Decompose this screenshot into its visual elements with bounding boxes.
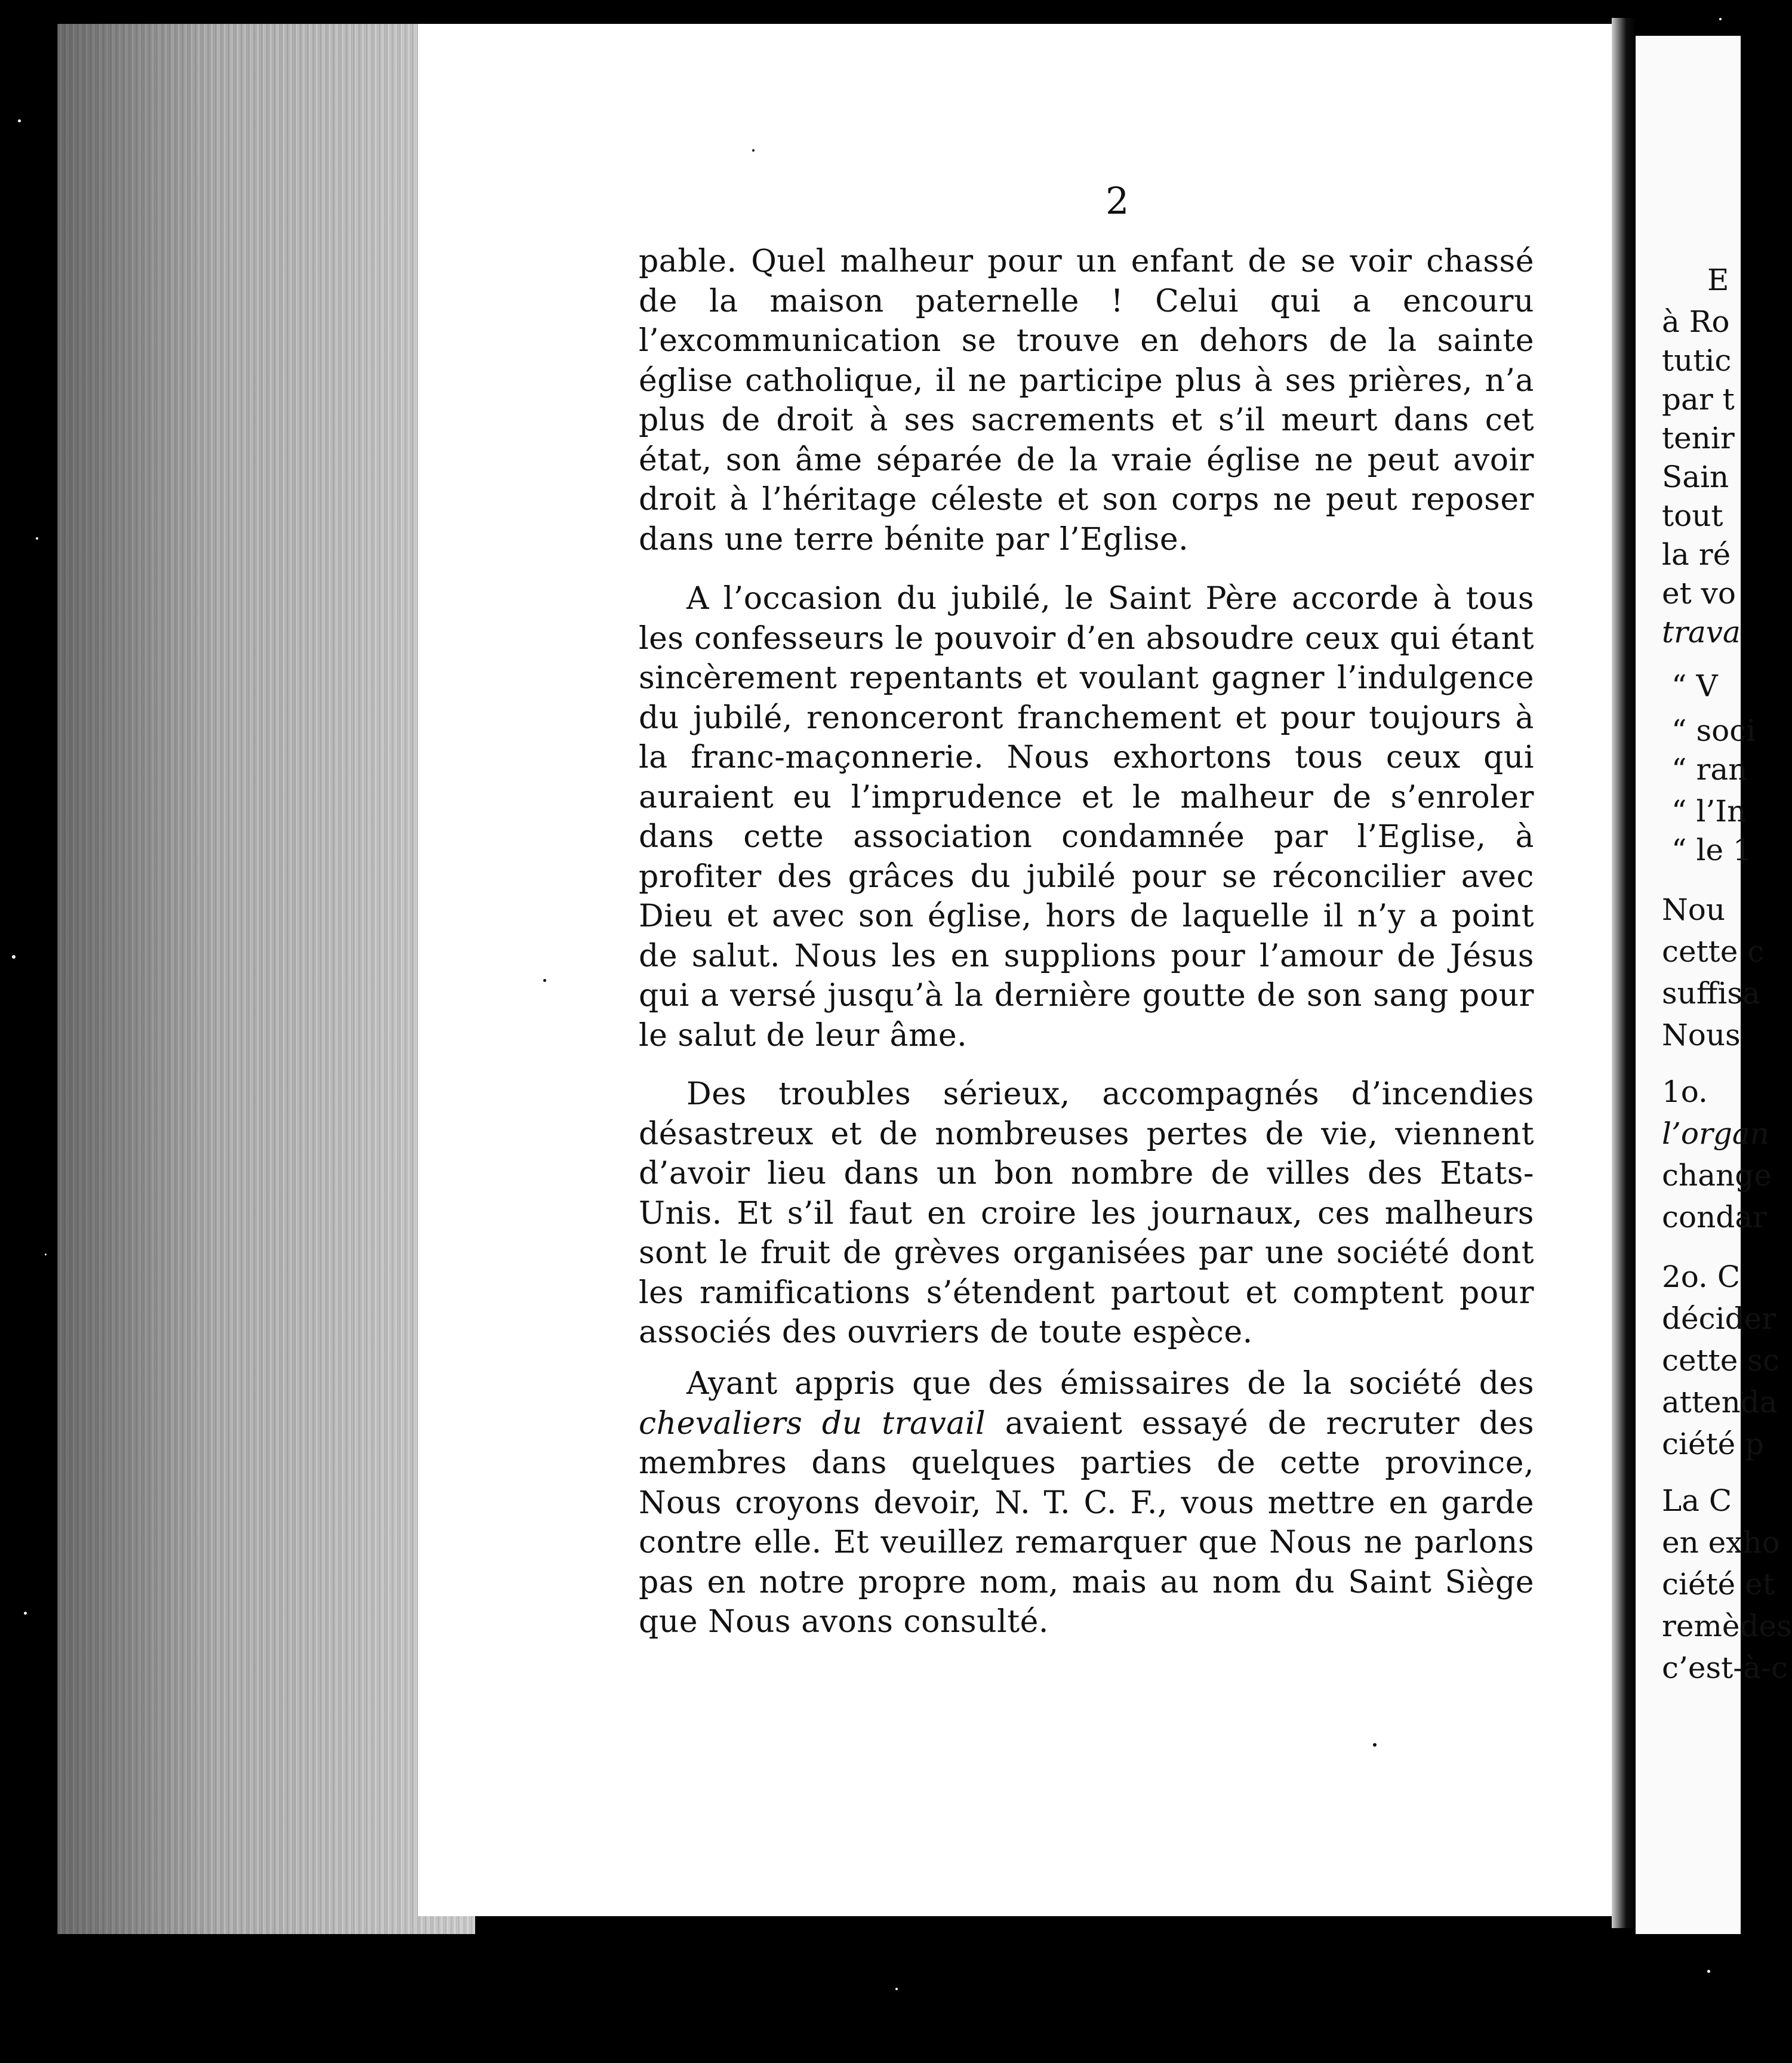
right-page-fragment: la ré <box>1662 537 1731 572</box>
right-page-fragment: 1o. <box>1662 1074 1708 1109</box>
scan-dust-speck <box>543 979 546 982</box>
right-page-fragment: “ ran <box>1671 752 1748 787</box>
scan-dust-speck <box>18 119 21 122</box>
right-page-fragment: c’est-à-c <box>1662 1651 1788 1685</box>
right-page-fragment: “ le 1 <box>1671 833 1752 867</box>
scan-dust-speck <box>752 149 755 152</box>
right-page-fragment: à Ro <box>1662 304 1730 339</box>
page-stack-edges <box>57 24 475 1934</box>
right-page-fragment: “ V <box>1671 669 1718 703</box>
right-page-fragment: Nous <box>1662 1018 1741 1052</box>
right-page-fragment: cette sc <box>1662 1343 1779 1378</box>
right-page-fragment: “ l’In <box>1671 794 1747 829</box>
right-page-fragment: remèdes <box>1662 1609 1792 1643</box>
right-page-fragment: cette c <box>1662 934 1765 969</box>
scan-dust-speck <box>895 1988 898 1990</box>
right-page-fragment: Nou <box>1662 892 1726 927</box>
right-page-fragment: ciété et <box>1662 1567 1775 1602</box>
p4-after: avaient essayé de recruter des membres dans quelques parties de cette province, Nous croyons devoir, N. T. C. F., vous mettre en garde contre elle. Et veuillez remarquer que Nous ne parlons pas en notre propre nom, mais au nom du Saint Siège que Nous avons consulté. <box>639 1405 1535 1640</box>
paragraph-excommunication: pable. Quel malheur pour un enfant de se voir chassé de la maison paternelle ! Celui qui a encouru l’excommunication se trouve en dehors de la sainte église catholique, il ne participe plus à ses prières, n’a plus de droit à ses sacrements et s’il meurt dans cet état, son âme séparée de la vraie église ne peut avoir droit à l’héritage céleste et son corps ne peut reposer dans une terre bénite par l’Eglise. <box>639 244 1534 558</box>
right-page-fragment: par t <box>1662 382 1735 417</box>
p4-before: Ayant appris que des émissaires de la société des <box>686 1366 1534 1402</box>
scan-dust-speck <box>12 955 16 959</box>
paragraph-jubile: A l’occasion du jubilé, le Saint Père accorde à tous les confesseurs le pouvoir d’en absoudre ceux qui étant sincèrement repentants et voulant gagner l’indulgence du jubilé, renonceront franchement et pour toujours à la franc-maçonnerie. Nous exhortons tous ceux qui auraient eu l’imprudence et le malheur de s’enroler dans cette association condamnée par l’Eglise, à profiter des grâces du jubilé pour se réconcilier avec Dieu et avec son église, hors de laquelle il n’y a point de salut. Nous les en supplions pour l’amour de Jésus qui a versé jusqu’à la dernière goutte de son sang pour le salut de leur âme. <box>639 581 1534 1054</box>
scan-dust-speck <box>1719 18 1722 20</box>
right-page-fragment: tutic <box>1662 343 1732 378</box>
right-page-fragment: 2o. C <box>1662 1260 1741 1294</box>
right-page-fragment: en exho <box>1662 1525 1780 1560</box>
scan-dust-speck <box>36 537 38 540</box>
right-page-fragment: tout <box>1662 498 1723 533</box>
right-page-fragment: condar <box>1662 1200 1768 1234</box>
right-page-fragment: et vo <box>1662 576 1736 611</box>
right-page-fragment: attenda <box>1662 1385 1778 1420</box>
right-page-fragment: Sain <box>1662 460 1729 494</box>
right-page-fragment: décider <box>1662 1301 1776 1336</box>
right-page-fragment: “ soci <box>1671 713 1756 748</box>
page-number: 2 <box>1106 179 1129 223</box>
p4-italic-chevaliers-du-travail: chevaliers du travail <box>639 1405 986 1442</box>
book-gutter <box>1612 18 1636 1928</box>
scan-dust-speck <box>24 1612 27 1615</box>
right-page-fragment: ciété p <box>1662 1427 1765 1461</box>
scan-dust-speck <box>45 1254 47 1255</box>
right-page-fragment: E <box>1707 263 1729 297</box>
right-page-fragment: l’organ <box>1662 1116 1769 1151</box>
right-page-fragment: tenir <box>1662 421 1735 455</box>
scan-dust-speck <box>1373 1743 1377 1747</box>
right-page-fragment: change <box>1662 1158 1772 1193</box>
paragraph-chevaliers <box>639 1364 1534 1642</box>
right-page-fragment: suffisa <box>1662 976 1760 1011</box>
right-page-fragment: trava <box>1662 615 1741 649</box>
scan-dust-speck <box>1707 1970 1710 1973</box>
right-page-fragment: La C <box>1662 1483 1732 1518</box>
paragraph-troubles: Des troubles sérieux, accompagnés d’incendies désastreux et de nombreuses pertes de vie, viennent d’avoir lieu dans un bon nombre de villes des Etats-Unis. Et s’il faut en croire les journaux, ces malheurs sont le fruit de grèves organisées par une société dont les ramifications s’étendent partout et comptent pour associés des ouvriers de toute espèce. <box>639 1076 1534 1350</box>
